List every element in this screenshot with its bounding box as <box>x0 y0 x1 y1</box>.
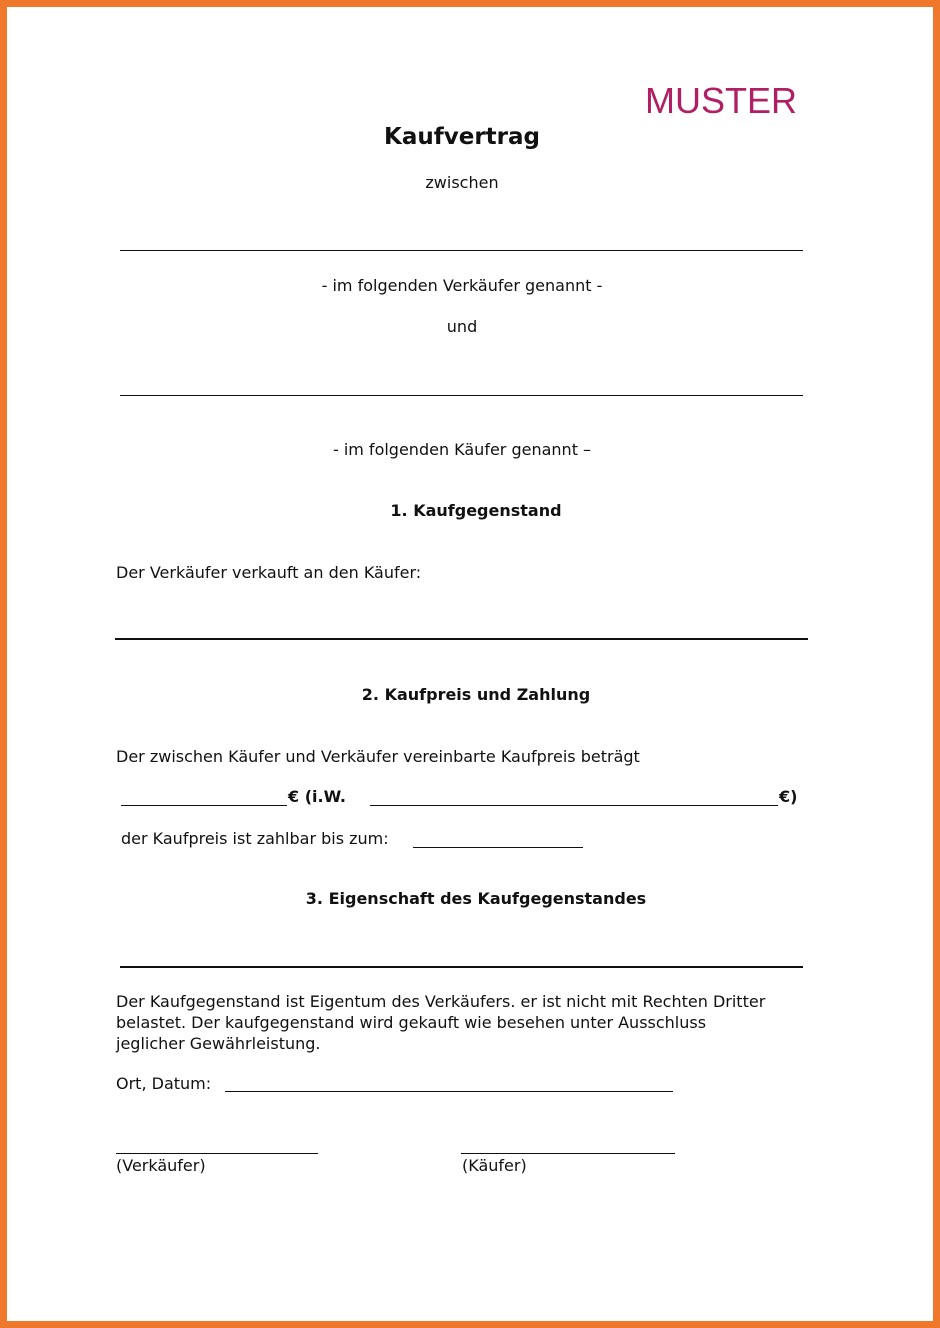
section2-heading: 2. Kaufpreis und Zahlung <box>361 685 591 704</box>
section3-heading: 3. Eigenschaft des Kaufgegenstandes <box>305 889 647 908</box>
due-date-label: der Kaufpreis ist zahlbar bis zum: <box>121 829 389 848</box>
buyer-role-label: - im folgenden Käufer genannt – <box>332 440 592 459</box>
section1-heading: 1. Kaufgegenstand <box>390 501 562 520</box>
muster-watermark: MUSTER <box>645 80 797 121</box>
section3-line-2: belastet. Der kaufgegenstand wird gekauft wie besehen unter Ausschluss <box>116 1013 707 1032</box>
document-title: Kaufvertrag <box>384 124 540 150</box>
section2-text: Der zwischen Käufer und Verkäufer vereinbarte Kaufpreis beträgt <box>116 747 640 766</box>
price-currency-label: € (i.W. <box>288 787 346 806</box>
and-label: und <box>446 317 478 336</box>
seller-signature-label: (Verkäufer) <box>116 1156 206 1175</box>
buyer-signature-label: (Käufer) <box>462 1156 527 1175</box>
section3-line-3: jeglicher Gewährleistung. <box>116 1034 321 1053</box>
price-close-label: €) <box>779 787 798 806</box>
section3-line-1: Der Kaufgegenstand ist Eigentum des Verkäufers. er ist nicht mit Rechten Dritter <box>116 992 766 1011</box>
seller-role-label: - im folgenden Verkäufer genannt - <box>321 276 603 295</box>
between-label: zwischen <box>425 173 499 192</box>
section1-text: Der Verkäufer verkauft an den Käufer: <box>116 563 422 582</box>
place-date-label: Ort, Datum: <box>116 1074 212 1093</box>
